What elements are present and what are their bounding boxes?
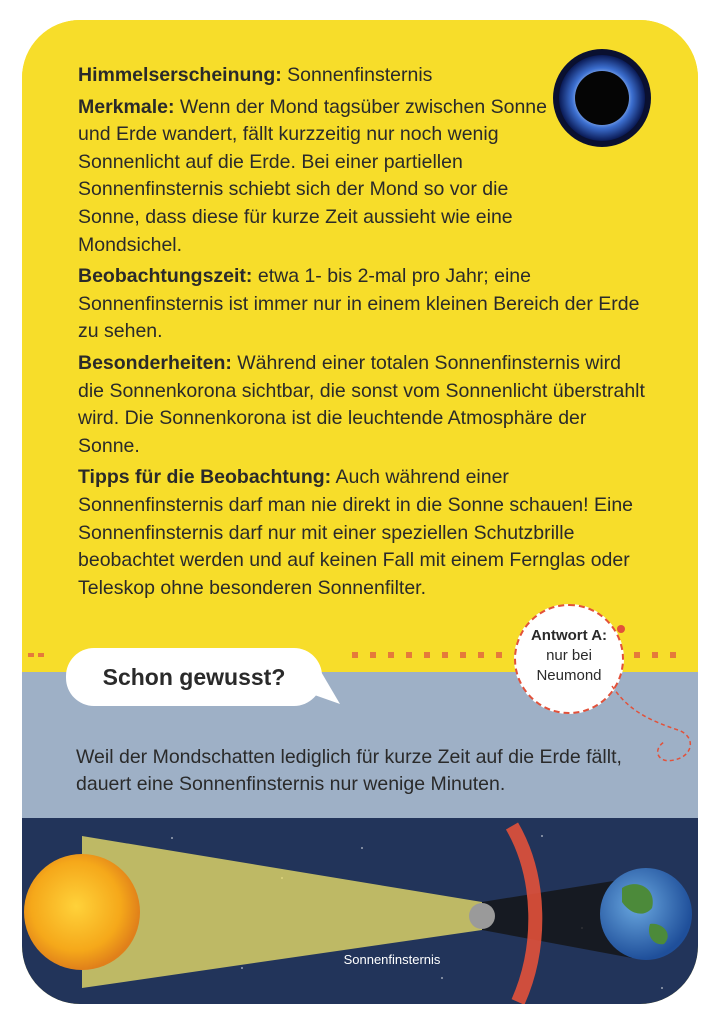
answer-line-1: nur bei	[546, 647, 592, 664]
did-you-know-text: Weil der Mondschatten lediglich für kurze Zeit auf die Erde fällt, dauert eine Sonnenfinsternis nur wenige Minuten.	[76, 745, 622, 796]
did-you-know-heading: Schon gewusst?	[102, 664, 286, 690]
bubble-tail	[302, 670, 342, 706]
sun	[24, 854, 140, 970]
phenomenon-paragraph	[78, 62, 648, 90]
did-you-know-bubble	[66, 648, 322, 706]
phenomenon-label: Himmelserscheinung:	[78, 64, 282, 86]
special-label: Besonderheiten:	[78, 351, 232, 374]
answer-title: Antwort A:	[530, 627, 608, 644]
illustration-caption: Sonnenfinsternis	[343, 952, 441, 967]
answer-dot	[616, 624, 626, 634]
description-text	[78, 62, 648, 606]
tips-paragraph	[78, 464, 648, 602]
observation-text: etwa 1- bis 2-mal pro Jahr; eine Sonnenfinsternis ist immer nur in einem kleinen Bereich der Erde zu sehen.	[78, 265, 640, 343]
earth	[600, 868, 692, 960]
special-text: Während einer totalen Sonnenfinsternis wird die Sonnenkorona sichtbar, die sonst vom Sonnenlicht überstrahlt wird. Die Sonnenkorona ist die leuchtende Atmosphäre der Sonne.	[78, 351, 645, 457]
special-paragraph	[78, 350, 648, 460]
moon	[469, 903, 495, 929]
info-card	[22, 20, 698, 1004]
tips-text: Auch während einer Sonnenfinsternis darf man nie direkt in die Sonne schauen! Eine Sonnenfinsternis darf nur mit einer speziellen Schutzbrille beobachtet werden und auf keinen Fall mit einem Fernglas oder Teleskop ohne besonderen Sonnenfilter.	[78, 466, 634, 599]
features-text: Wenn der Mond tagsüber zwischen Sonne und Erde wandert, fällt kurzzeitig nur noch wenig Sonnenlicht auf die Erde. Bei einer partiellen Sonnenfinsternis schiebt sich der Mond so vor die Sonne, dass diese für kurze Zeit aussieht wie eine Mondsichel.	[78, 95, 547, 256]
observation-paragraph	[78, 263, 648, 346]
phenomenon-value: Sonnenfinsternis	[281, 64, 433, 86]
answer-line-2: Neumond	[536, 667, 602, 684]
features-paragraph	[78, 94, 648, 260]
tips-label: Tipps für die Beobachtung:	[78, 466, 332, 489]
features-label: Merkmale:	[78, 95, 175, 118]
observation-label: Beobachtungszeit:	[78, 265, 253, 288]
eclipse-diagram	[22, 818, 698, 1004]
